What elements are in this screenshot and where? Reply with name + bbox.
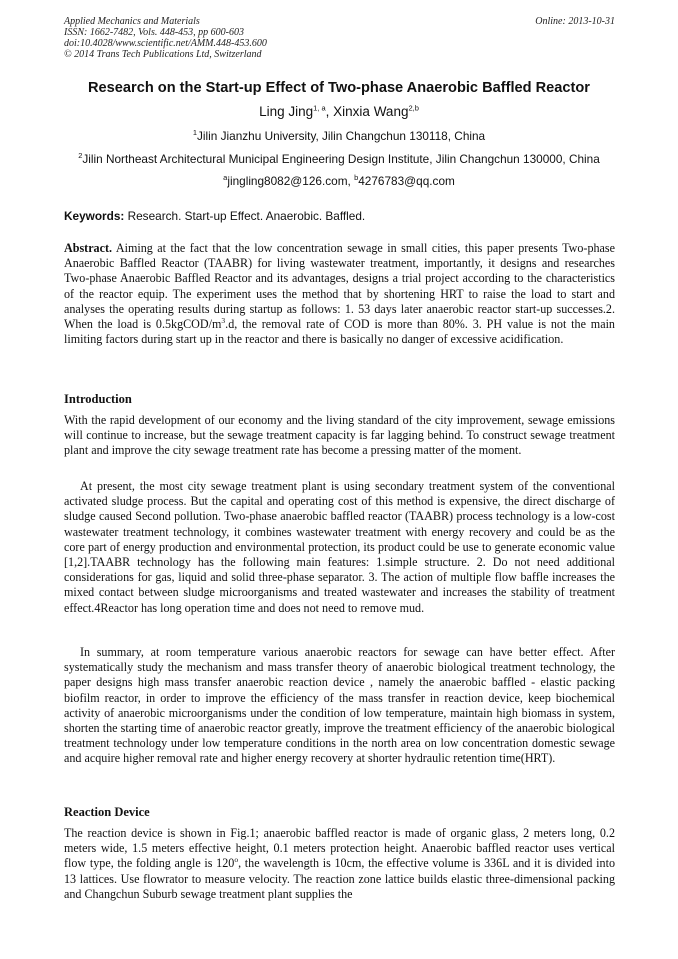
affiliation-text: Jilin Northeast Architectural Municipal Engineering Design Institute, Jilin Changchun 130000, China <box>82 152 600 166</box>
email-superscript: b <box>354 173 359 183</box>
keywords-label: Keywords: <box>64 209 125 223</box>
paper-title: Research on the Start-up Effect of Two-phase Anaerobic Baffled Reactor <box>88 80 590 96</box>
author-separator: , <box>325 104 334 119</box>
journal-name: Applied Mechanics and Materials <box>64 16 200 27</box>
affiliation-text: Jilin Jianzhu University, Jilin Changchun 130118, China <box>197 129 486 143</box>
section-heading-introduction: Introduction <box>64 392 132 406</box>
affiliation-superscript: 1 <box>192 128 198 138</box>
intro-paragraph-1: With the rapid development of our economy and the living standard of the city improvement, sewage emissions will continue to increase, but the sewage treatment capacity is far lagging behind. To construct sewage treatment plant and improve the city sewage treatment rate has become a pressing matter of the moment. <box>64 413 615 458</box>
author-emails <box>40 174 638 189</box>
author-superscript: 1, a <box>313 103 326 113</box>
author-list <box>40 103 638 121</box>
email-text: jingling8082@126.com, <box>227 174 355 188</box>
abstract-text: Aiming at the fact that the low concentration sewage in small cities, this paper presents Two-phase Anaerobic Baffled Reactor (TAABR) for living wastewater treatment, importantly, it designs and researches Two-phase Anaerobic Baffled Reactor and its advantages, designs a trial project according to the characteristics of the reactor equip. The experiment uses the method that by shortening HRT to raise the load to start and analyses the operating results during startup as follows: 1. 53 days later anaerobic reactor start-up successes.2. When the load is 0.5kgCOD/m <box>64 241 615 332</box>
online-date: Online: 2013-10-31 <box>535 16 615 27</box>
paragraph-text: , the wavelength is 10cm, the effective volume is 336L and it is divided into 13 lattices. Use flowrator to measure velocity. The reaction zone lattice builds elastic three-dimensional packing and Changchun Suburb sewage treatment plant supplies the <box>64 856 615 901</box>
doi-line: doi:10.4028/www.scientific.net/AMM.448-453.600 <box>64 38 267 49</box>
abstract-text: .d, the removal rate of COD is more than 80%. 3. PH value is not the main limiting factors during start up in the reactor and there is basically no danger of excessive acidification. <box>64 317 615 347</box>
keywords <box>64 209 615 224</box>
section-heading-reaction-device: Reaction Device <box>64 805 150 819</box>
affiliation-2 <box>40 152 638 167</box>
author-name: Ling Jing <box>259 104 314 119</box>
affiliation-1 <box>40 129 638 144</box>
intro-paragraph-3: In summary, at room temperature various anaerobic reactors for sewage can have better effect. After systematically study the mechanism and mass transfer theory of anaerobic biological treatment technology, the paper designs high mass transfer anaerobic reaction device , namely the anaerobic baffled - elastic packing biofilm reactor, in order to improve the efficiency of the mass transfer in reaction device, keep biochemical activity of anaerobic microorganisms under the condition of low temperature, maintain high biomass in system, shorten the starting time of anaerobic reactor greatly, improve the treatment efficiency of the anaerobic biological treatment technology under low temperature conditions in the north area on low concentration domestic sewage and acquire higher removal rate and higher energy recovery at shorter hydraulic retention time(HRT). <box>64 645 615 766</box>
email-text: 4276783@qq.com <box>358 174 455 188</box>
author-name: Xinxia Wang <box>333 104 409 119</box>
author-superscript: 2,b <box>408 103 419 113</box>
reaction-device-paragraph <box>64 826 615 902</box>
abstract <box>64 241 615 347</box>
abstract-label: Abstract. <box>64 241 113 255</box>
affiliation-superscript: 2 <box>78 151 83 161</box>
abstract-superscript: 3 <box>221 315 226 325</box>
journal-header <box>64 16 615 60</box>
keywords-text: Research. Start-up Effect. Anaerobic. Baffled. <box>124 209 366 223</box>
copyright-line: © 2014 Trans Tech Publications Ltd, Switzerland <box>64 49 262 60</box>
email-superscript: a <box>223 173 228 183</box>
paragraph-text: The reaction device is shown in Fig.1; anaerobic baffled reactor is made of organic glass, 2 meters long, 0.2 meters wide, 1.5 meters effective height, 0.1 meters protection height. Anaerobic baffled reactor uses vertical flow type, the folding angle is 120 <box>64 826 615 871</box>
degree-superscript: o <box>234 855 239 865</box>
issn-line: ISSN: 1662-7482, Vols. 448-453, pp 600-603 <box>64 27 244 38</box>
intro-paragraph-2: At present, the most city sewage treatment plant is using secondary treatment system of the conventional activated sludge process. But the capital and operating cost of this method is expensive, the direct discharge of sludge caused Second pollution. Two-phase anaerobic baffled reactor (TAABR) process technology is a low-cost wastewater treatment technology, it combines wastewater treatment with energy recovery and could be as the core part of energy production and environmental protection, its product could be use to generate economic value [1,2].TAABR technology has the following main features: 1.simple structure. 2. Do not need additional considerations for gas, liquid and solid three-phase separator. 3. The action of multiple flow baffle increases the mixed contact between sludge microorganisms and treated wastewater and increases the stability of treatment effect.4Reactor has long operation time and does not need to remove mud. <box>64 479 615 615</box>
